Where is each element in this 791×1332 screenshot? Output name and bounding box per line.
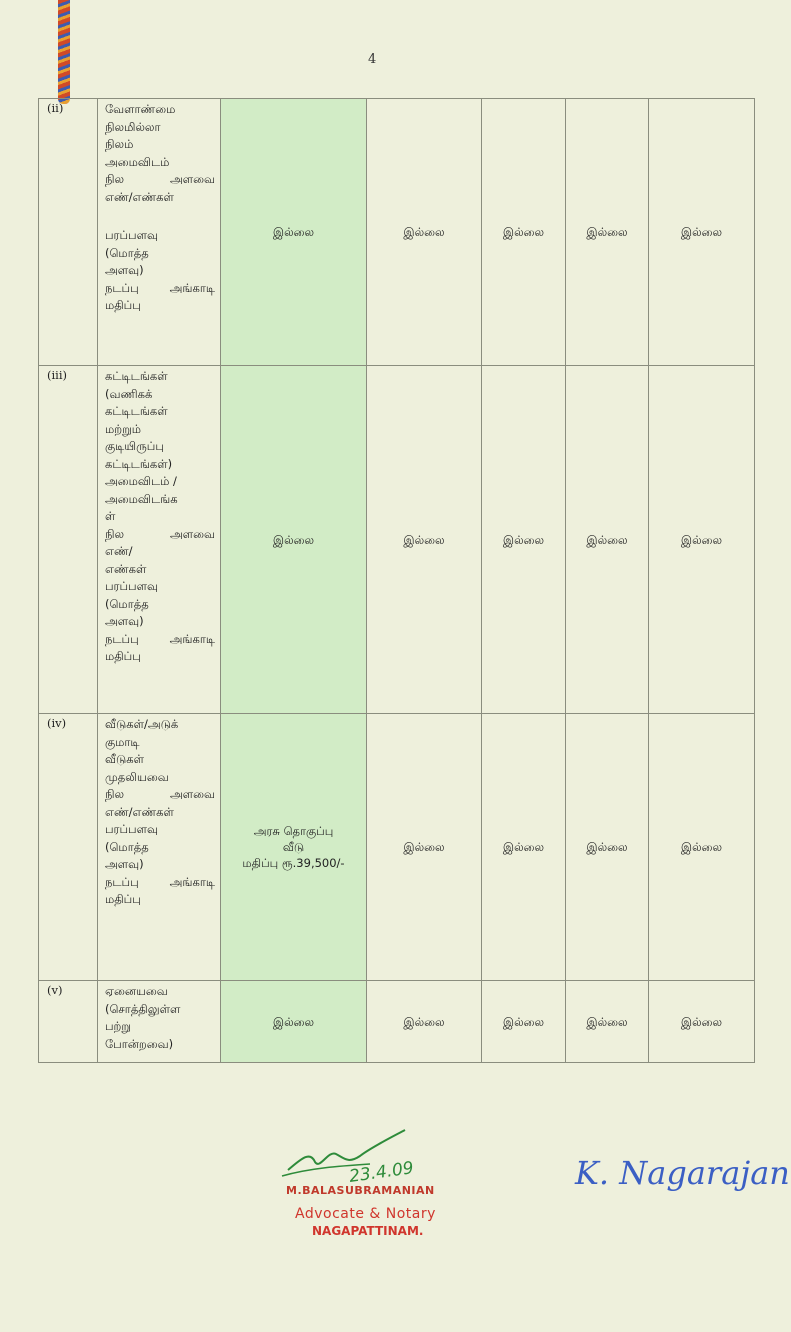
- value-line: வீடு: [282, 840, 305, 854]
- table-row: [39, 99, 755, 366]
- description-word: நடப்பு: [105, 874, 139, 889]
- description-word: நில: [105, 172, 125, 186]
- description-line: பரப்பளவு: [105, 822, 158, 836]
- notary-stamp: [270, 1120, 490, 1250]
- description-word: அங்காடி: [169, 631, 215, 646]
- description-line: நிலம்: [105, 137, 134, 151]
- value-cell: இல்லை: [367, 981, 482, 1063]
- description-line: அமைவிடம்: [105, 154, 170, 169]
- value-cell: இல்லை: [482, 99, 566, 366]
- description-line: எண்/எண்கள்: [105, 189, 174, 204]
- description-line: வீடுகள்: [105, 752, 145, 766]
- description-line: (மொத்த: [105, 596, 149, 611]
- description-line: அளவு): [105, 614, 144, 628]
- description-word: நில: [105, 526, 125, 541]
- notary-title: Advocate & Notary: [295, 1206, 436, 1222]
- binding-thread: [58, 0, 70, 104]
- description-line: பரப்பளவு: [105, 579, 158, 593]
- row-description: [98, 366, 221, 714]
- description-word: அளவை: [169, 787, 215, 801]
- value-cell: இல்லை: [221, 981, 367, 1063]
- second-signature-text: K. Nagarajan: [575, 1154, 790, 1192]
- description-line: [105, 280, 215, 298]
- second-signature-icon: [571, 1140, 791, 1210]
- description-line: (மொத்த: [105, 245, 149, 260]
- description-line: கட்டிடங்கள்: [105, 369, 168, 383]
- value-line: அரசு தொகுப்பு: [253, 824, 334, 838]
- value-cell: இல்லை: [566, 714, 649, 981]
- row-description: [98, 99, 221, 366]
- value-cell: இல்லை: [221, 366, 367, 714]
- value-cell: இல்லை: [649, 99, 755, 366]
- description-line: மதிப்பு: [105, 298, 141, 312]
- value-cell: இல்லை: [566, 981, 649, 1063]
- value-cell: இல்லை: [221, 99, 367, 366]
- value-cell: இல்லை: [566, 366, 649, 714]
- value-cell: இல்லை: [649, 981, 755, 1063]
- description-line: குடியிருப்பு: [105, 439, 164, 453]
- description-word: அளவை: [169, 172, 215, 186]
- notary-signature-icon: [270, 1120, 490, 1190]
- value-cell: இல்லை: [566, 99, 649, 366]
- description-line: [105, 786, 215, 804]
- page-number: 4: [368, 52, 377, 67]
- description-line: எண்கள்: [105, 561, 147, 576]
- value-cell: இல்லை: [367, 366, 482, 714]
- description-line: [105, 526, 215, 544]
- row-number: (v): [39, 981, 98, 1063]
- description-word: நடப்பு: [105, 631, 139, 646]
- description-line: அமைவிடம் /: [105, 474, 177, 488]
- description-line: வீடுகள்/அடுக்: [105, 717, 179, 731]
- table-row: [39, 366, 755, 714]
- row-number: (ii): [39, 99, 98, 366]
- description-line: மதிப்பு: [105, 892, 141, 906]
- description-line: [105, 874, 215, 892]
- description-word: அளவை: [169, 526, 215, 541]
- value-cell: இல்லை: [367, 714, 482, 981]
- description-line: குமாடி: [105, 734, 140, 749]
- description-line: பரப்பளவு: [105, 228, 158, 242]
- description-word: நடப்பு: [105, 280, 139, 295]
- description-line: (வணிகக்: [105, 386, 153, 401]
- description-line: அளவு): [105, 263, 144, 277]
- value-cell: இல்லை: [482, 981, 566, 1063]
- notary-place: NAGAPATTINAM.: [312, 1224, 424, 1238]
- property-table: [38, 98, 755, 1063]
- value-cell: இல்லை: [649, 714, 755, 981]
- table-row: [39, 981, 755, 1063]
- description-line: ஏனையவை: [105, 984, 168, 998]
- value-cell: இல்லை: [482, 714, 566, 981]
- value-line: மதிப்பு ரூ.39,500/-: [242, 856, 345, 870]
- description-line: முதலியவை: [105, 769, 169, 784]
- description-line: எண்/எண்கள்: [105, 804, 174, 819]
- notary-signature-date: 23.4.09: [347, 1158, 415, 1187]
- row-description: [98, 714, 221, 981]
- row-description: [98, 981, 221, 1063]
- value-cell: இல்லை: [482, 366, 566, 714]
- description-line: போன்றவை): [105, 1036, 174, 1051]
- description-line: அளவு): [105, 857, 144, 871]
- description-line: (மொத்த: [105, 839, 149, 854]
- description-line: (சொத்திலுள்ள: [105, 1001, 181, 1016]
- description-word: அங்காடி: [169, 280, 215, 295]
- row-number: (iv): [39, 714, 98, 981]
- description-line: எண்/: [105, 544, 133, 558]
- value-cell: இல்லை: [649, 366, 755, 714]
- description-line: கட்டிடங்கள்: [105, 404, 168, 418]
- value-cell: [221, 714, 367, 981]
- description-spacer: [105, 206, 215, 227]
- description-line: மற்றும்: [105, 421, 141, 436]
- description-line: அமைவிடங்க: [105, 491, 178, 506]
- description-line: கட்டிடங்கள்): [105, 456, 173, 471]
- description-word: அங்காடி: [169, 874, 215, 889]
- notary-name: M.BALASUBRAMANIAN: [286, 1184, 435, 1197]
- description-line: நிலமில்லா: [105, 119, 161, 134]
- description-line: பற்று: [105, 1019, 131, 1033]
- row-number: (iii): [39, 366, 98, 714]
- description-line: [105, 631, 215, 649]
- description-line: ள்: [105, 509, 116, 523]
- table-row: [39, 714, 755, 981]
- value-cell: இல்லை: [367, 99, 482, 366]
- description-line: [105, 171, 215, 189]
- description-word: நில: [105, 787, 125, 801]
- description-line: வேளாண்மை: [105, 102, 176, 116]
- description-line: மதிப்பு: [105, 649, 141, 663]
